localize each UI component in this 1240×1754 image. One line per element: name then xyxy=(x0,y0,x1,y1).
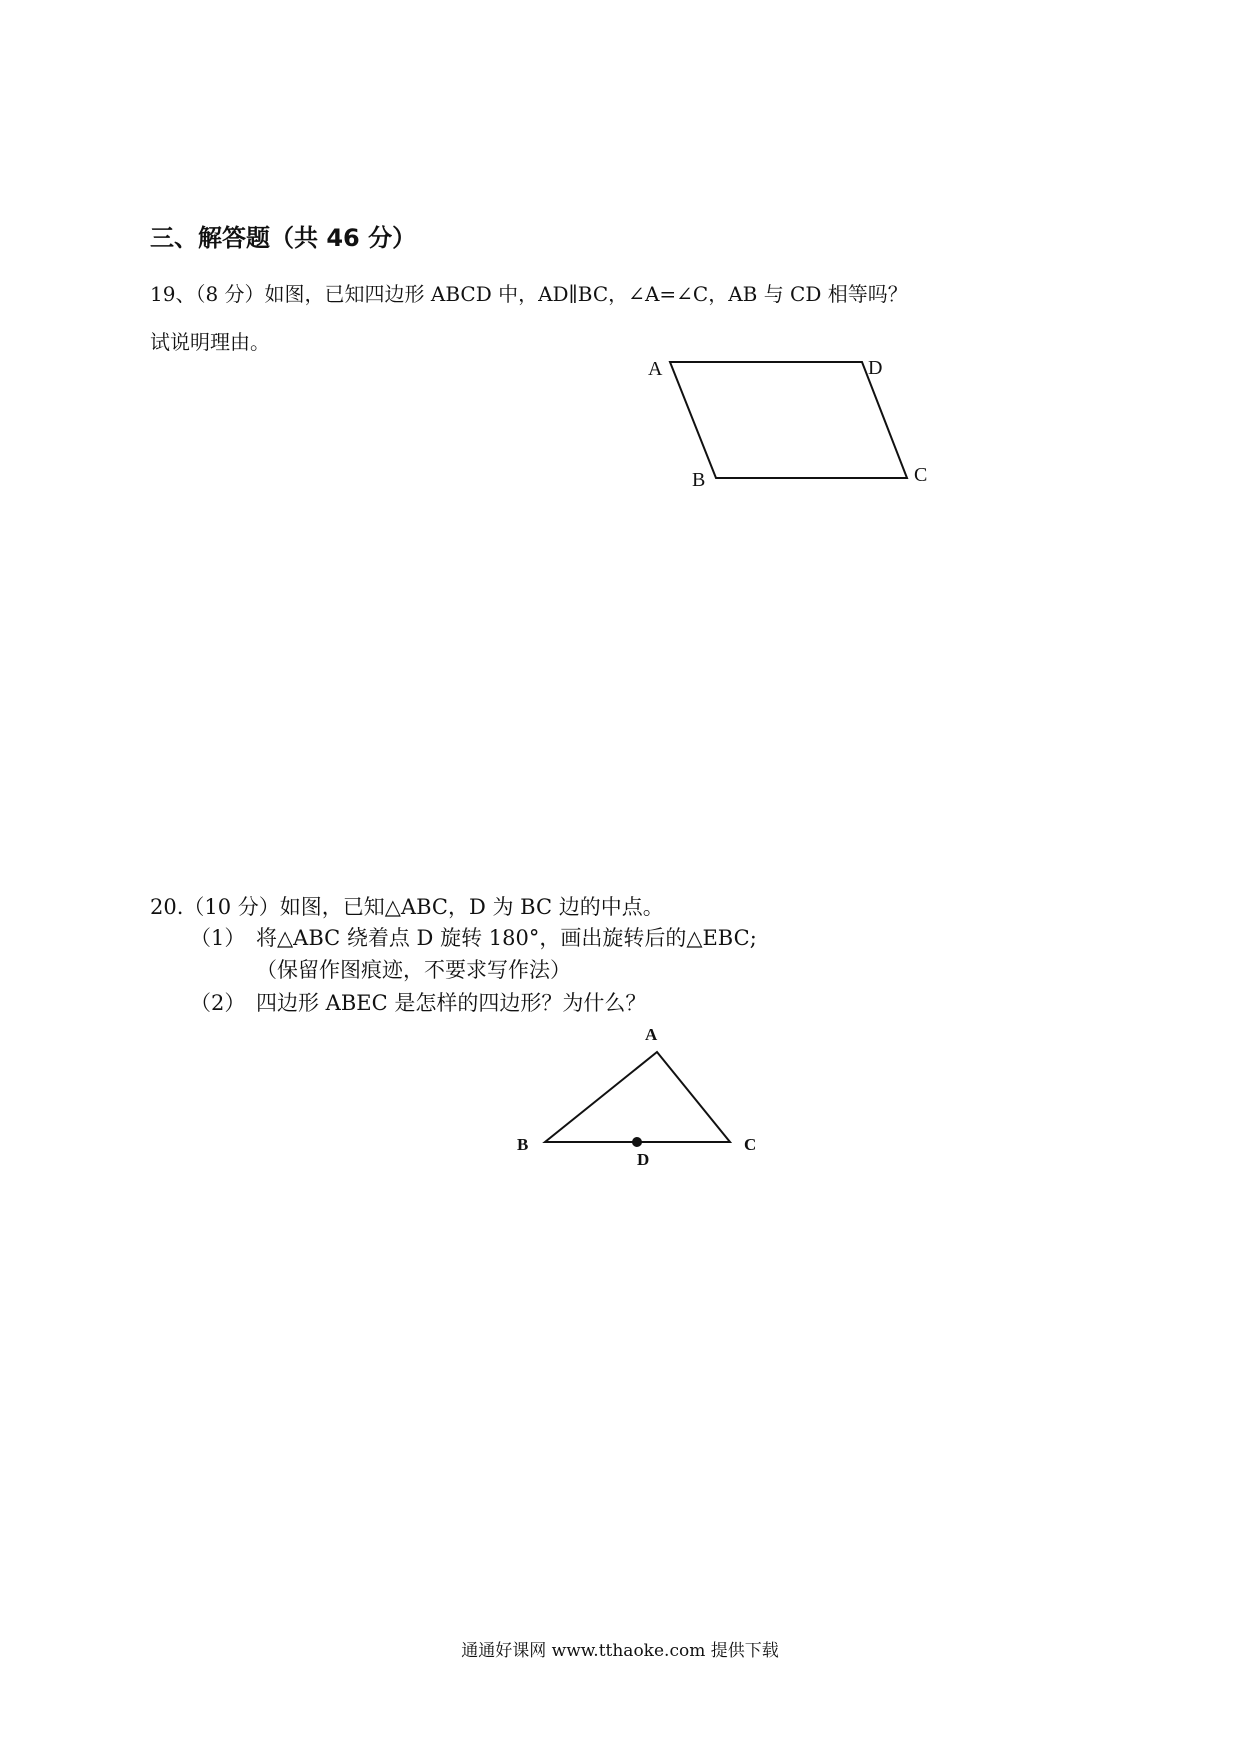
q19-line2: 试说明理由。 xyxy=(150,330,270,354)
parallelogram-outline xyxy=(670,362,907,478)
q19-label-c: C xyxy=(914,464,928,486)
triangle-outline xyxy=(545,1052,730,1142)
q19-label-b: B xyxy=(692,469,706,491)
q19-label-a: A xyxy=(648,358,663,380)
q20-part2-num: （2） xyxy=(190,991,246,1015)
q20-label-d: D xyxy=(637,1150,650,1169)
section-title: 三、解答题（共 46 分） xyxy=(150,224,417,252)
q20-label-b: B xyxy=(517,1135,529,1154)
midpoint-d-dot xyxy=(632,1137,642,1147)
q20-triangle xyxy=(517,1025,756,1169)
q20-part1-text: 将△ABC 绕着点 D 旋转 180°，画出旋转后的△EBC; xyxy=(256,926,757,950)
q20-label-a: A xyxy=(645,1025,658,1044)
q19-parallelogram xyxy=(648,357,927,491)
q20-part2-text: 四边形 ABEC 是怎样的四边形？为什么？ xyxy=(256,991,647,1015)
q20-line1: 20.（10 分）如图，已知△ABC，D 为 BC 边的中点。 xyxy=(150,895,664,919)
q19-line1: 19、（8 分）如图，已知四边形 ABCD 中，AD∥BC，∠A=∠C，AB 与 CD 相等吗？ xyxy=(150,282,908,306)
footer-text: 通通好课网 www.tthaoke.com 提供下载 xyxy=(461,1641,779,1661)
q20-part1-note: （保留作图痕迹，不要求写作法） xyxy=(256,958,571,982)
q20-label-c: C xyxy=(744,1135,757,1154)
q20-part1-num: （1） xyxy=(190,926,246,950)
q19-label-d: D xyxy=(868,357,883,379)
